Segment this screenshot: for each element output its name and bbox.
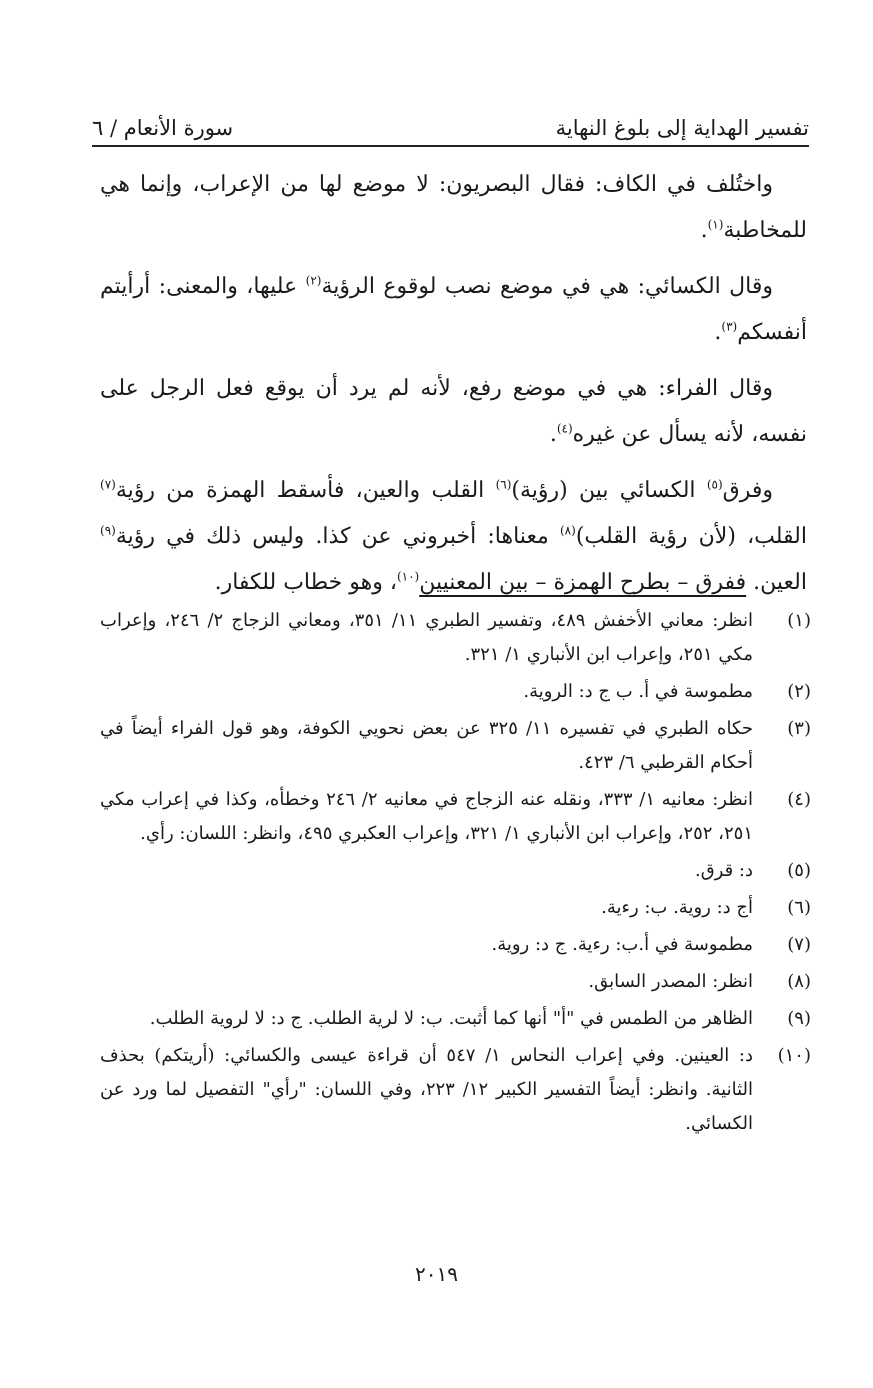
footnote <box>100 675 811 709</box>
header-divider <box>92 145 809 147</box>
paragraph-4: وفرق$^{(٥)}$ الكسائي بين (رؤية)$^{(٦)}$ القلب والعين، فأسقط الهمزة من رؤية$^{(٧)}$ القلب، (لأن رؤية القلب)$^{(٨)}$ معناها: أخبروني عن كذا. وليس ذلك في رؤية$^{(٩)}$ العين. ففرق – بطرح الهمزة – بين المعنيين$^{(١٠)}$، وهو خطاب للكفار. <box>100 477 807 595</box>
page-number: ٢٠١٩ <box>415 1262 458 1286</box>
footnote <box>100 604 811 672</box>
footnote-number: (٩) <box>787 1008 811 1029</box>
footnote-text: د: العينين. وفي إعراب النحاس ١/ ٥٤٧ أن قراءة عيسى والكسائي: (أريتكم) بحذف الثانية. وانظر: أيضاً التفسير الكبير ١٢/ ٢٢٣، وفي اللسان: "رأي" التفصيل لما ورد عن الكسائي. <box>100 1045 753 1134</box>
footnote <box>100 1002 811 1036</box>
footnote-ref-7: (٧) <box>100 477 116 492</box>
running-header <box>92 96 809 140</box>
footnote-ref-8: (٨) <box>559 523 576 538</box>
main-text <box>100 162 807 606</box>
footnote-number: (١٠) <box>777 1045 811 1066</box>
footnote <box>100 783 811 851</box>
footnote-text: مطموسة في أ.ب: رءية. ج د: روية. <box>491 934 753 955</box>
footnote-text: حكاه الطبري في تفسيره ١١/ ٣٢٥ عن بعض نحويي الكوفة، وهو قول الفراء أيضاً في أحكام القرطبي ٦/ ٤٢٣. <box>100 718 753 773</box>
footnote-ref-3: (٣) <box>721 319 738 334</box>
footnote <box>100 965 811 999</box>
footnote-text: انظر: المصدر السابق. <box>588 971 753 992</box>
underlined-phrase: ففرق – بطرح الهمزة – بين المعنيين <box>419 570 747 595</box>
footnote <box>100 928 811 962</box>
footnote-ref-9: (٩) <box>100 523 116 538</box>
footnote <box>100 712 811 780</box>
footnote-text: أج د: روية. ب: رءية. <box>601 897 753 918</box>
footnote-ref-10: (١٠) <box>396 569 420 584</box>
book-title: تفسير الهداية إلى بلوغ النهاية <box>555 116 809 140</box>
footnote-text: د: قرق. <box>694 860 753 881</box>
footnote-ref-5: (٥) <box>706 477 723 492</box>
footnote-text: الظاهر من الطمس في "أ" أنها كما أثبت. ب: لا لرية الطلب. ج د: لا لروية الطلب. <box>149 1008 753 1029</box>
footnote-number: (٧) <box>787 934 811 955</box>
footnote-ref-6: (٦) <box>495 477 512 492</box>
footnote-ref-2: (٢) <box>305 273 322 288</box>
surah-page-label: سورة الأنعام / ٦ <box>92 116 234 140</box>
footnote-ref-4: (٤) <box>556 421 573 436</box>
paragraph-1: واختُلف في الكاف: فقال البصريون: لا موضع لها من الإعراب، وإنما هي للمخاطبة$^{(١)}$. <box>100 172 807 243</box>
footnote-number: (١) <box>787 610 811 631</box>
footnote <box>100 854 811 888</box>
footnote-number: (٣) <box>787 718 811 739</box>
footnote <box>100 1039 811 1141</box>
footnote <box>100 891 811 925</box>
footnotes <box>100 604 811 1144</box>
footnote-number: (٤) <box>787 789 811 810</box>
paragraph-3: وقال الفراء: هي في موضع رفع، لأنه لم يرد أن يوقع فعل الرجل على نفسه، لأنه يسأل عن غيره$^{(٤)}$. <box>100 376 807 447</box>
footnote-text: انظر: معاني الأخفش ٤٨٩، وتفسير الطبري ١١/ ٣٥١، ومعاني الزجاج ٢/ ٢٤٦، وإعراب مكي ٢٥١، وإعراب ابن الأنباري ١/ ٣٢١. <box>100 610 753 665</box>
footnote-number: (٨) <box>787 971 811 992</box>
paragraph-2: وقال الكسائي: هي في موضع نصب لوقوع الرؤية$^{(٢)}$ عليها، والمعنى: أرأيتم أنفسكم$^{(٣)}$. <box>100 273 807 345</box>
footnote-text: انظر: معانيه ١/ ٣٣٣، ونقله عنه الزجاج في معانيه ٢/ ٢٤٦ وخطأه، وكذا في إعراب مكي ٢٥١، ٢٥٢، وإعراب ابن الأنباري ١/ ٣٢١، وإعراب العكبري ٤٩٥، وانظر: اللسان: رأي. <box>100 789 753 844</box>
footnote-number: (٢) <box>787 681 811 702</box>
footnote-number: (٥) <box>787 860 811 881</box>
footnote-number: (٦) <box>787 897 811 918</box>
footnote-text: مطموسة في أ. ب ج د: الروية. <box>523 681 753 702</box>
footnote-ref-1: (١) <box>707 217 724 232</box>
